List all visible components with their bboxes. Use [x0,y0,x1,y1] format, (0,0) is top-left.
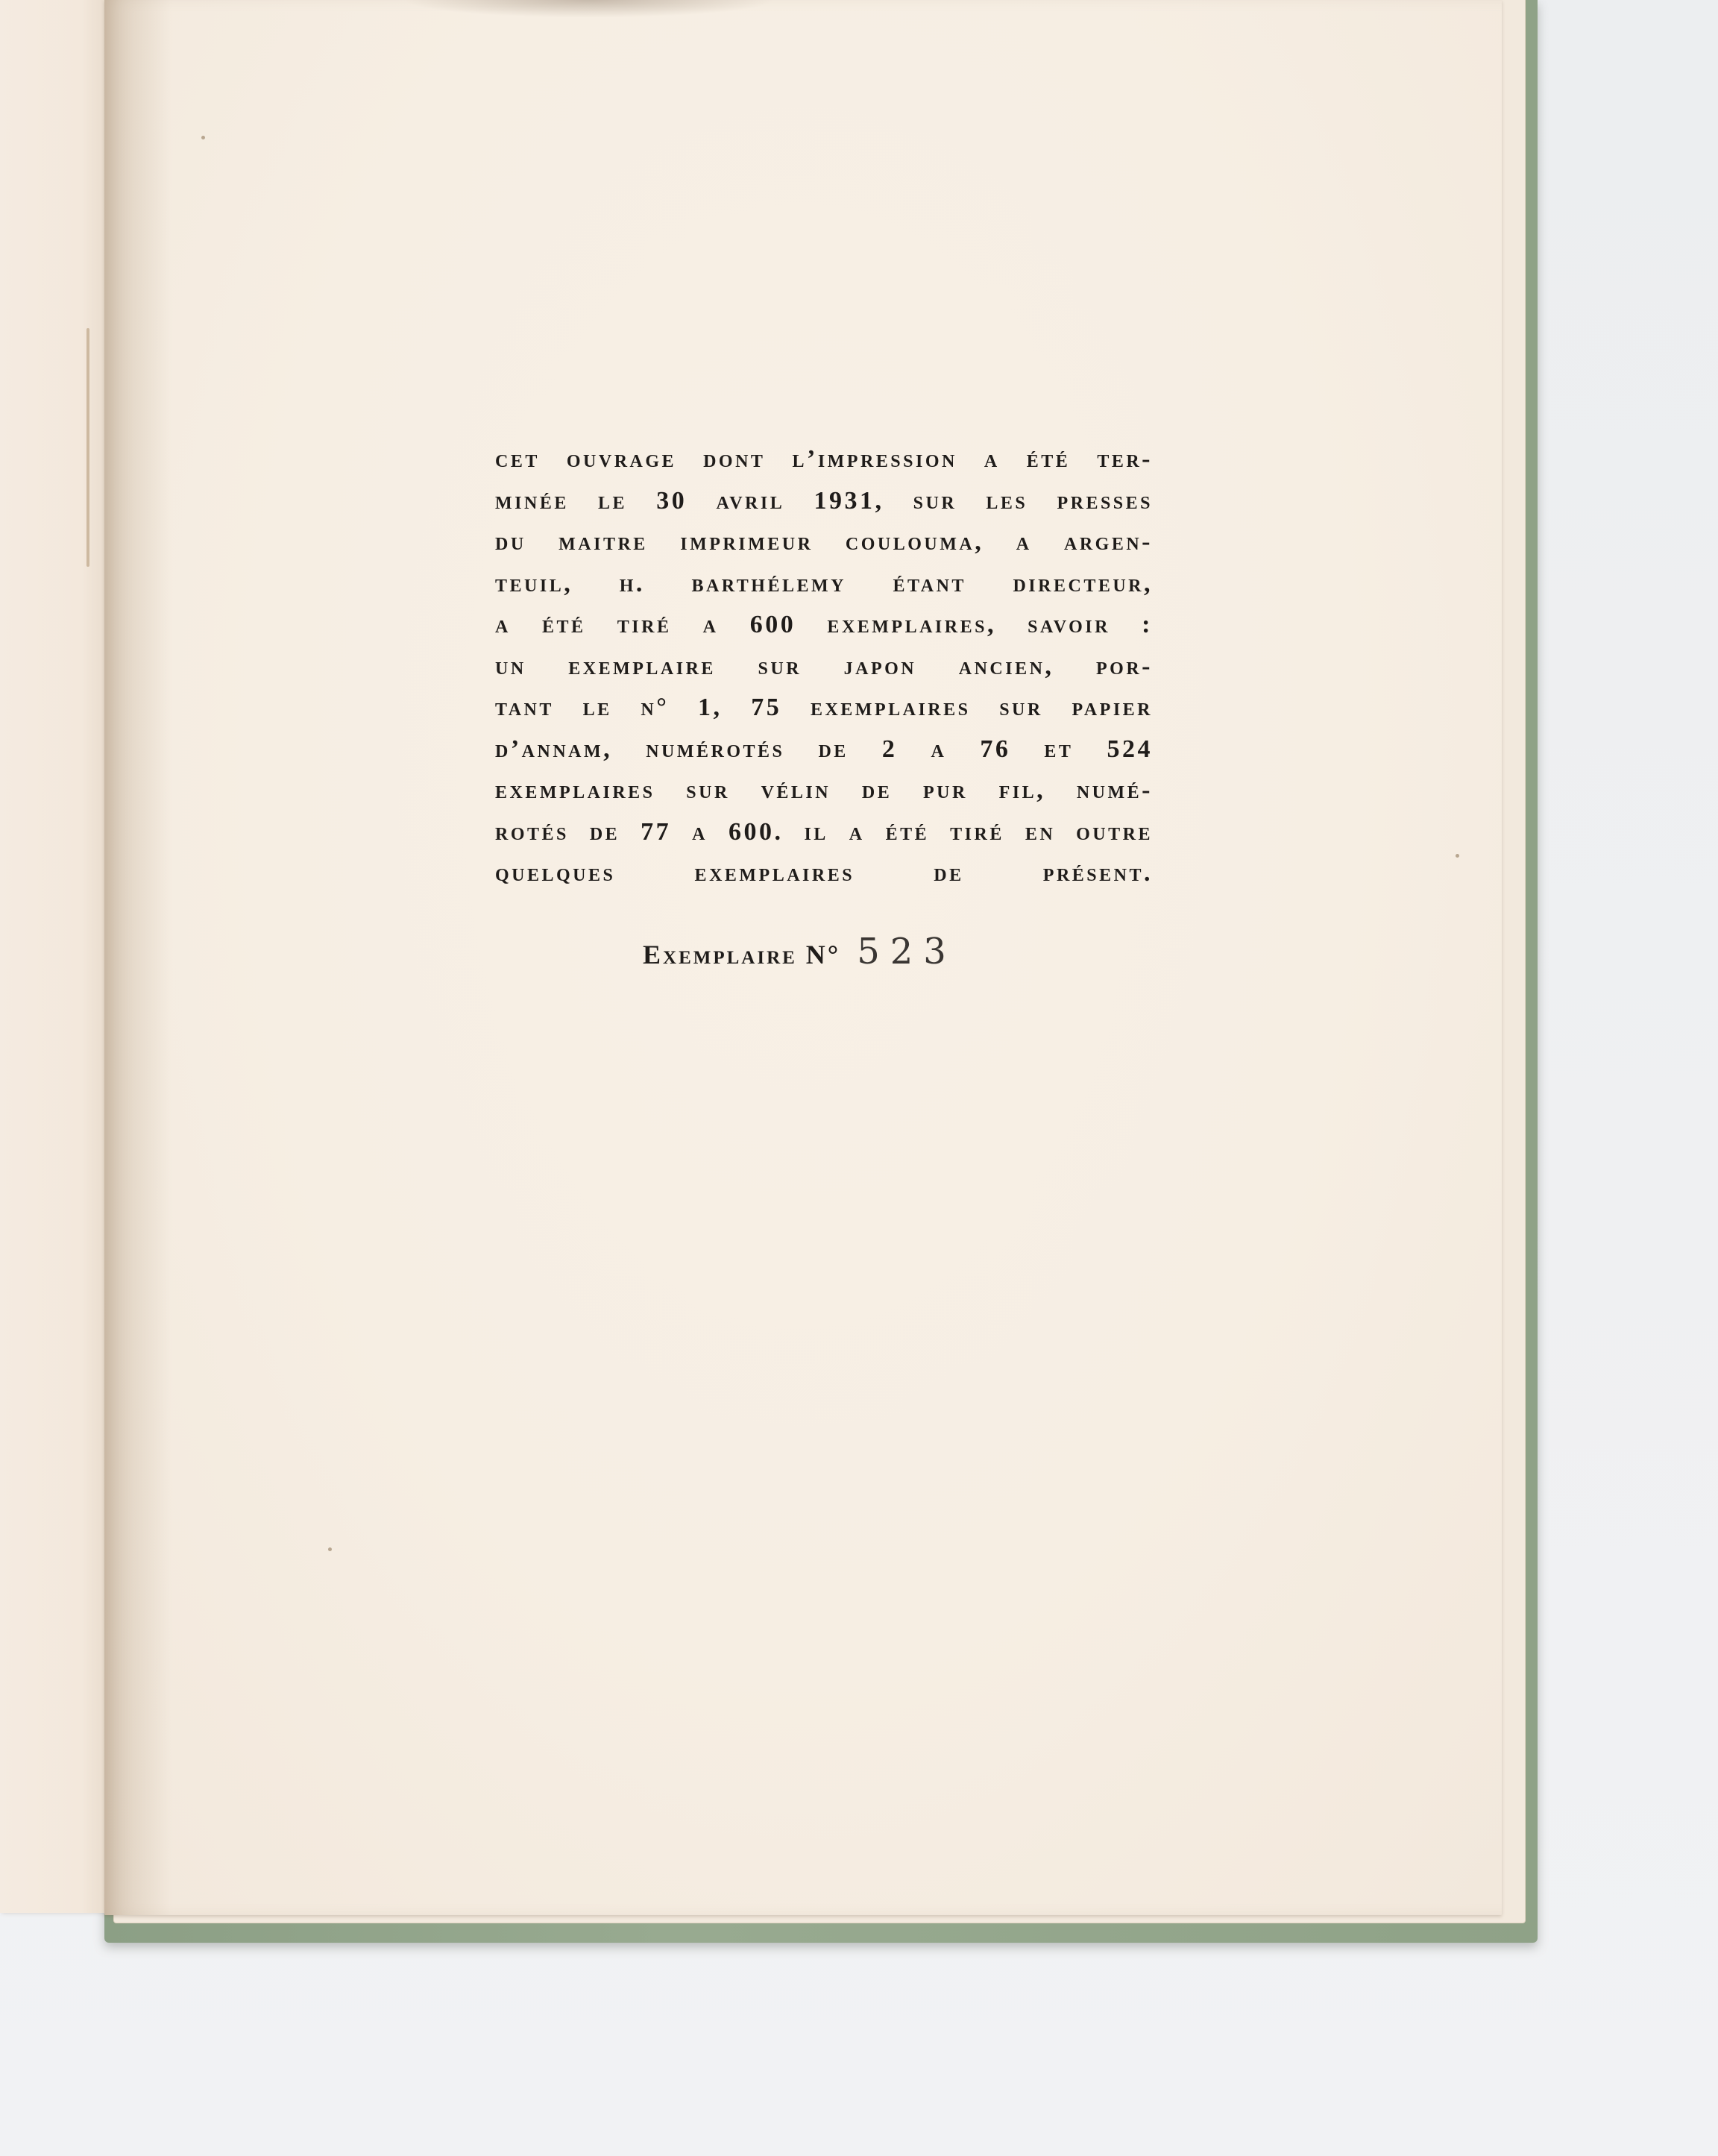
colophon-line: cet ouvrage dont l’impression a été ter- [495,445,1153,473]
exemplaire-number: 523 [857,931,957,972]
paper-speck [328,1547,332,1551]
colophon-line: du maitre imprimeur coulouma, a argen- [495,528,1153,556]
colophon-line: rotés de 77 a 600. il a été tiré en outre [495,817,1153,846]
colophon-line: un exemplaire sur japon ancien, por- [495,652,1153,680]
exemplaire-label: Exemplaire N° [643,940,841,969]
colophon-line: exemplaires sur vélin de pur fil, numé- [495,776,1153,804]
paper-speck [1456,854,1459,858]
colophon-line: tant le n° 1, 75 exemplaires sur papier [495,694,1153,721]
right-page [104,0,1502,1915]
colophon-line: a été tiré a 600 exemplaires, savoir : [495,611,1153,638]
colophon-line: minée le 30 avril 1931, sur les presses [495,486,1154,515]
colophon-text [495,439,1153,894]
exemplaire-line [643,931,1016,972]
top-shadow [403,0,775,18]
colophon-line: teuil, h. barthélemy étant directeur, [495,569,1153,597]
binding-stitch [86,328,89,567]
gutter-shadow [104,0,172,1915]
colophon-line: quelques exemplaires de présent. [495,859,1153,887]
left-page [0,0,116,1913]
colophon-line: d’annam, numérotés de 2 a 76 et 524 [495,735,1153,763]
paper-speck [201,136,205,139]
